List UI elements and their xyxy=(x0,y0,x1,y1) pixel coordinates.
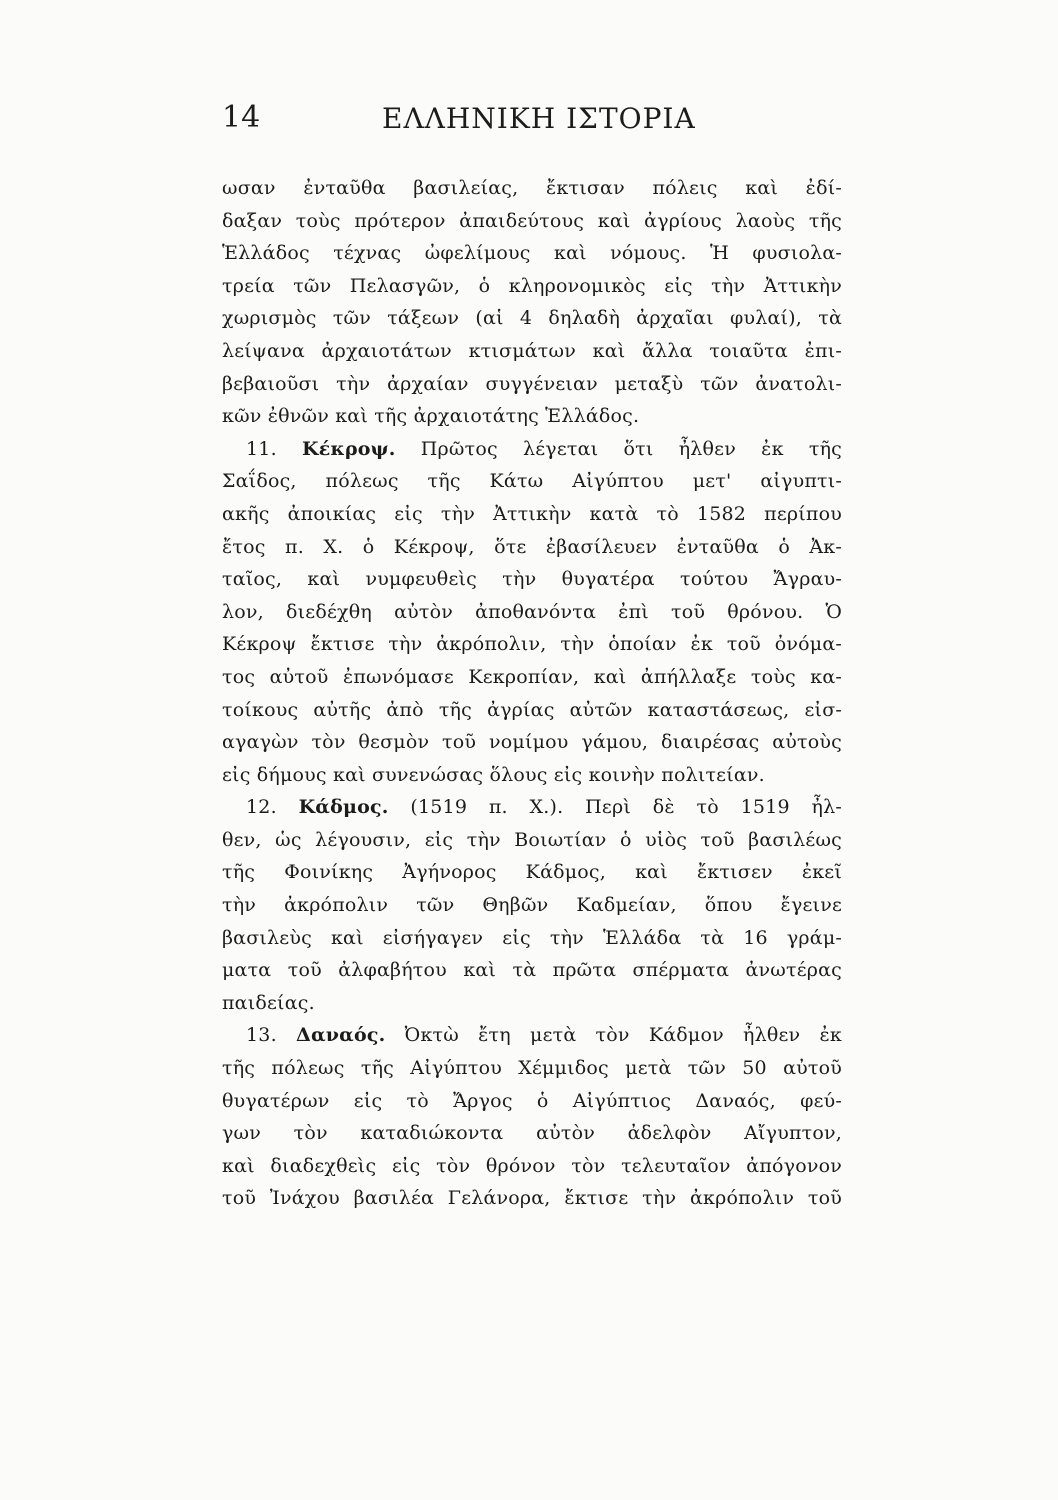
text-line xyxy=(222,1150,842,1183)
text-line xyxy=(222,661,842,694)
page-header xyxy=(222,100,842,144)
text-line xyxy=(222,596,842,629)
line-text: κῶν ἐθνῶν καὶ τῆς ἀρχαιοτάτης Ἑλλάδος. xyxy=(222,405,640,428)
text-line xyxy=(222,368,842,401)
text-line xyxy=(222,987,842,1020)
text-line xyxy=(222,1085,842,1118)
text-line xyxy=(222,1117,842,1150)
section-first-line xyxy=(222,1019,842,1052)
text-line xyxy=(222,563,842,596)
line-text: (1519 π. Χ.). Περὶ δὲ τὸ 1519 ἦλ- xyxy=(388,796,842,819)
page-number: 14 xyxy=(222,100,261,135)
section-heading: Δαναός. xyxy=(296,1024,386,1047)
line-text: τοίκους αὐτῆς ἀπὸ τῆς ἀγρίας αὐτῶν καταστάσεως, εἰσ- xyxy=(222,698,842,721)
line-text: τος αὐτοῦ ἐπωνόμασε Κεκροπίαν, καὶ ἀπήλλαξε τοὺς κα- xyxy=(222,665,842,688)
line-text: καὶ διαδεχθεὶς εἰς τὸν θρόνον τὸν τελευταῖον ἀπόγονον xyxy=(222,1154,842,1177)
line-text: ταῖος, καὶ νυμφευθεὶς τὴν θυγατέρα τούτου Ἄγραυ- xyxy=(222,568,842,591)
line-text: παιδείας. xyxy=(222,991,315,1014)
section-number: 13. xyxy=(246,1024,277,1047)
text-line xyxy=(222,726,842,759)
line-text: λον, διεδέχθη αὐτὸν ἀποθανόντα ἐπὶ τοῦ θρόνου. Ὁ xyxy=(222,600,842,623)
line-text: δαξαν τοὺς πρότερον ἀπαιδεύτους καὶ ἀγρίους λαοὺς τῆς xyxy=(222,209,842,232)
text-line xyxy=(222,1052,842,1085)
section-first-line xyxy=(222,791,842,824)
text-line xyxy=(222,335,842,368)
text-line xyxy=(222,302,842,335)
section-number: 11. xyxy=(246,437,277,460)
text-line xyxy=(222,889,842,922)
line-text: Σαΐδος, πόλεως τῆς Κάτω Αἰγύπτου μετ' αἰγυπτι- xyxy=(222,470,842,493)
line-text: τὴν ἀκρόπολιν τῶν Θηβῶν Καδμείαν, ὅπου ἔγεινε xyxy=(222,894,842,917)
line-text: ωσαν ἐνταῦθα βασιλείας, ἔκτισαν πόλεις καὶ ἐδί- xyxy=(222,177,842,199)
line-text: ἔτος π. Χ. ὁ Κέκροψ, ὅτε ἐβασίλευεν ἐνταῦθα ὁ Ἀκ- xyxy=(222,535,842,558)
text-line xyxy=(222,824,842,857)
line-text: αγαγὼν τὸν θεσμὸν τοῦ νομίμου γάμου, διαιρέσας αὐτοὺς xyxy=(222,731,842,754)
line-text: εἰς δήμους καὶ συνενώσας ὅλους εἰς κοινὴν πολιτείαν. xyxy=(222,763,765,786)
text-line xyxy=(222,759,842,792)
text-line xyxy=(222,531,842,564)
text-line xyxy=(222,954,842,987)
line-text: τρεία τῶν Πελασγῶν, ὁ κληρονομικὸς εἰς τὴν Ἀττικὴν xyxy=(222,274,842,297)
line-text: Ὀκτὼ ἔτη μετὰ τὸν Κάδμον ἦλθεν ἐκ xyxy=(385,1024,842,1047)
line-text: λείψανα ἀρχαιοτάτων κτισμάτων καὶ ἄλλα τοιαῦτα ἐπι- xyxy=(222,339,842,362)
running-title: ΕΛΛΗΝΙΚΗ ΙΣΤΟΡΙΑ xyxy=(382,102,696,135)
line-text: Πρῶτος λέγεται ὅτι ἦλθεν ἐκ τῆς xyxy=(395,437,842,460)
text-line xyxy=(222,498,842,531)
line-text: ακῆς ἀποικίας εἰς τὴν Ἀττικὴν κατὰ τὸ 1582 περίπου xyxy=(222,502,842,525)
section-heading: Κάδμος. xyxy=(298,796,389,819)
text-line xyxy=(222,1182,842,1215)
section-heading: Κέκροψ. xyxy=(302,437,396,460)
text-line xyxy=(222,628,842,661)
body-text xyxy=(222,172,842,1215)
line-text: χωρισμὸς τῶν τάξεων (αἱ 4 δηλαδὴ ἀρχαῖαι φυλαί), τὰ xyxy=(222,307,842,330)
text-line xyxy=(222,922,842,955)
line-text: ματα τοῦ ἀλφαβήτου καὶ τὰ πρῶτα σπέρματα ἀνωτέρας xyxy=(222,959,842,982)
line-text: τῆς Φοινίκης Ἀγήνορος Κάδμος, καὶ ἔκτισεν ἐκεῖ xyxy=(222,861,842,884)
text-line xyxy=(222,237,842,270)
line-text: Κέκροψ ἔκτισε τὴν ἀκρόπολιν, τὴν ὁποίαν ἐκ τοῦ ὀνόμα- xyxy=(222,633,842,656)
line-text: γων τὸν καταδιώκοντα αὐτὸν ἀδελφὸν Αἴγυπτον, xyxy=(222,1122,842,1145)
line-text: θεν, ὡς λέγουσιν, εἰς τὴν Βοιωτίαν ὁ υἱὸς τοῦ βασιλέως xyxy=(222,828,842,851)
text-line xyxy=(222,856,842,889)
line-text: βεβαιοῦσι τὴν ἀρχαίαν συγγένειαν μεταξὺ τῶν ἀνατολι- xyxy=(222,372,842,395)
text-line xyxy=(222,465,842,498)
line-text: Ἑλλάδος τέχνας ὠφελίμους καὶ νόμους. Ἡ φυσιολα- xyxy=(222,242,842,265)
text-line xyxy=(222,172,842,205)
line-text: βασιλεὺς καὶ εἰσήγαγεν εἰς τὴν Ἑλλάδα τὰ 16 γράμ- xyxy=(222,926,842,949)
line-text: τῆς πόλεως τῆς Αἰγύπτου Χέμμιδος μετὰ τῶν 50 αὐτοῦ xyxy=(222,1057,842,1080)
section-number: 12. xyxy=(246,796,277,819)
line-text: θυγατέρων εἰς τὸ Ἄργος ὁ Αἰγύπτιος Δαναός, φεύ- xyxy=(222,1089,842,1112)
text-line xyxy=(222,205,842,238)
line-text: τοῦ Ἰνάχου βασιλέα Γελάνορα, ἔκτισε τὴν ἀκρόπολιν τοῦ xyxy=(222,1187,842,1210)
section-first-line xyxy=(222,433,842,466)
text-line xyxy=(222,400,842,433)
text-line xyxy=(222,270,842,303)
text-line xyxy=(222,694,842,727)
